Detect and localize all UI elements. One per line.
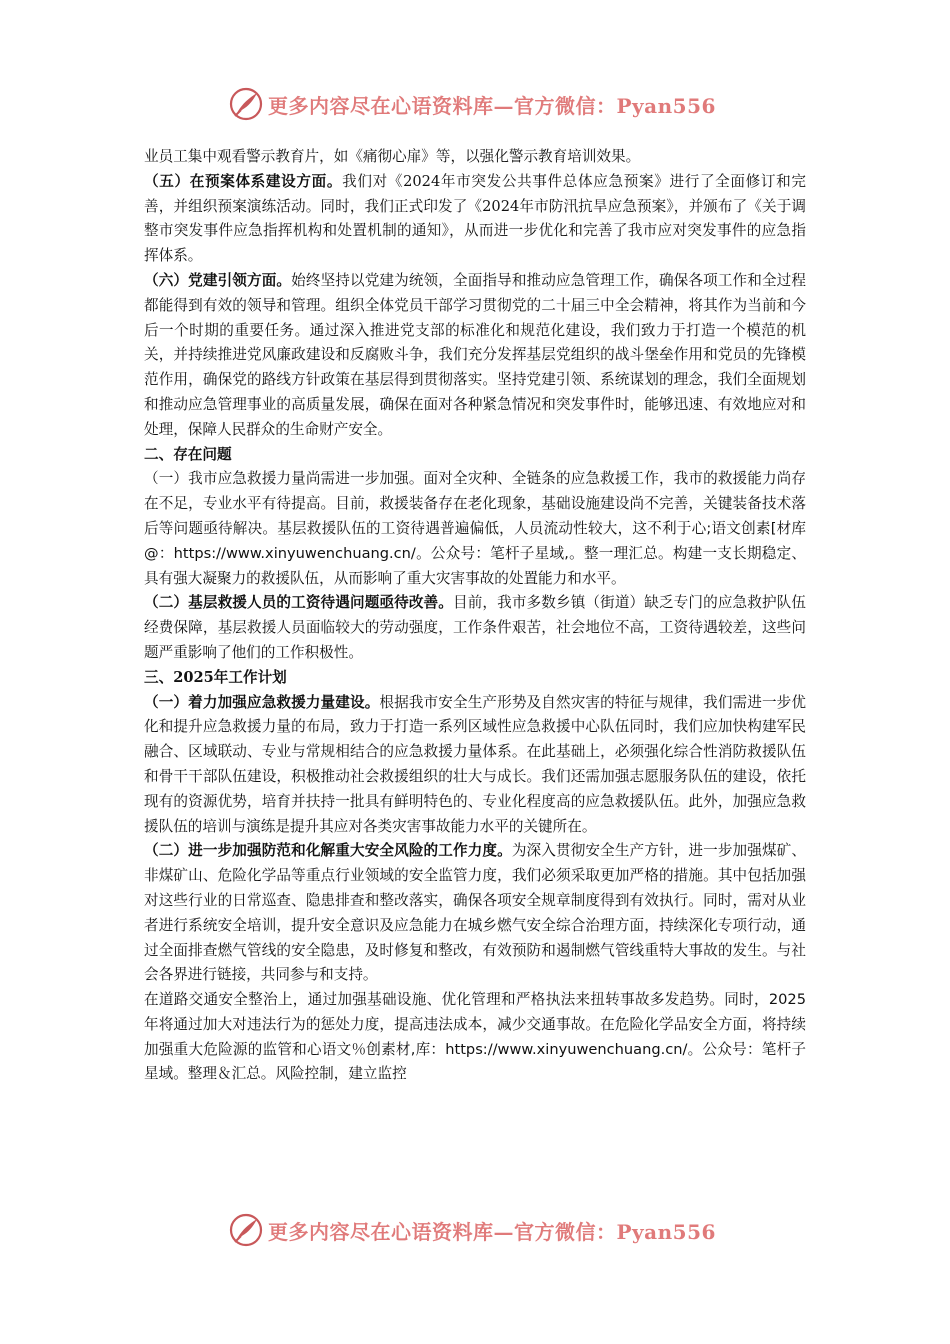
paragraph-risk-prevention [144,839,806,988]
section-heading-problems: 二、存在问题 [144,445,232,463]
paragraph-party-building [144,269,806,443]
quill-logo-icon [228,86,264,122]
section-heading-plan: 三、2025年工作计划 [144,668,287,686]
paragraph-heading: （一）着力加强应急救援力量建设。 [144,693,380,711]
document-body [144,145,806,1087]
quill-logo-icon [228,1212,264,1248]
paragraph-strengthen-rescue [144,691,806,840]
banner-text: 更多内容尽在心语资料库—官方微信：Pyan556 [268,93,716,118]
paragraph-text: 我们对《2024年市突发公共事件总体应急预案》进行了全面修订和完善，并组织预案演练活动。同时，我们正式印发了《2024年市防汛抗旱应急预案》，并颁布了《关于调整市突发事件应急指挥机构和处置机制的通知》，从而进一步优化和完善了我市应对突发事件的应急指挥体系。 [144,172,806,265]
paragraph-text: 目前，我市多数乡镇（街道）缺乏专门的应急救护队伍经费保障，基层救援人员面临较大的劳动强度，工作条件艰苦，社会地位不高，工资待遇较差，这些问题严重影响了他们的工作积极性。 [144,594,806,661]
paragraph-heading: （二）进一步加强防范和化解重大安全风险的工作力度。 [144,842,512,860]
paragraph-rescue-force: （一）我市应急救援力量尚需进一步加强。面对全灾种、全链条的应急救援工作，我市的救援能力尚存在不足，专业水平有待提高。目前，救援装备存在老化现象，基础设施建设尚不完善，关键装备技术落后等问题亟待解决。基层救援队伍的工资待遇普遍偏低，人员流动性较大，这不利于心;语文创素[材库@：https://www.xinyuwenchuang.cn/。公众号：笔杆子星域,。整一理汇总。构建一支长期稳定、具有强大凝聚力的救援队伍，从而影响了重大灾害事故的处置能力和水平。 [144,470,806,587]
paragraph-heading: （二）基层救援人员的工资待遇问题亟待改善。 [144,594,453,612]
paragraph-continued: 业员工集中观看警示教育片，如《痛彻心扉》等，以强化警示教育培训效果。 [144,148,641,165]
paragraph-heading: （六）党建引领方面。 [144,271,292,289]
paragraph-text: 根据我市安全生产形势及自然灾害的特征与规律，我们需进一步优化和提升应急救援力量的布局，致力于打造一系列区域性应急救援中心队伍同时，我们应加快构建军民融合、区域联动、专业与常规相结合的应急救援力量体系。在此基础上，必须强化综合性消防救援队伍和骨干干部队伍建设，积极推动社会救援组织的壮大与成长。我们还需加强志愿服务队伍的建设，依托现有的资源优势，培育并扶持一批具有鲜明特色的、专业化程度高的应急救援队伍。此外，加强应急救援队伍的培训与演练是提升其应对各类灾害事故能力水平的关键所在。 [144,693,806,835]
header-watermark-banner [228,84,728,124]
paragraph-plan-system [144,170,806,269]
banner-text: 更多内容尽在心语资料库—官方微信：Pyan556 [268,1219,716,1244]
paragraph-wages [144,591,806,665]
footer-watermark-banner [228,1210,728,1250]
paragraph-text: 为深入贯彻安全生产方针，进一步加强煤矿、非煤矿山、危险化学品等重点行业领域的安全监管力度，我们必须采取更加严格的措施。其中包括加强对这些行业的日常巡查、隐患排查和整改落实，确保各项安全规章制度得到有效执行。同时，需对从业者进行系统安全培训，提升安全意识及应急能力在城乡燃气安全综合治理方面，持续深化专项行动，通过全面排查燃气管线的安全隐患，及时修复和整改，有效预防和遏制燃气管线重特大事故的发生。与社会各界进行链接，共同参与和支持。 [144,842,806,984]
paragraph-road-safety: 在道路交通安全整治上，通过加强基础设施、优化管理和严格执法来扭转事故多发趋势。同时，2025年将通过加大对违法行为的惩处力度，提高违法成本，减少交通事故。在危险化学品安全方面，将持续加强重大危险源的监管和心语文％创素材,库：https://www.xinyuwenchuang.cn/。公众号：笔杆子星域。整理＆汇总。风险控制，建立监控 [144,991,806,1083]
paragraph-heading: （五）在预案体系建设方面。 [144,172,343,190]
paragraph-text: 始终坚持以党建为统领，全面指导和推动应急管理工作，确保各项工作和全过程都能得到有效的领导和管理。组织全体党员干部学习贯彻党的二十届三中全会精神，将其作为当前和今后一个时期的重要任务。通过深入推进党支部的标准化和规范化建设，我们致力于打造一个模范的机关，并持续推进党风廉政建设和反腐败斗争，我们充分发挥基层党组织的战斗堡垒作用和党员的先锋模范作用，确保党的路线方针政策在基层得到贯彻落实。坚持党建引领、系统谋划的理念，我们全面规划和推动应急管理事业的高质量发展，确保在面对各种紧急情况和突发事件时，能够迅速、有效地应对和处理，保障人民群众的生命财产安全。 [144,271,806,438]
